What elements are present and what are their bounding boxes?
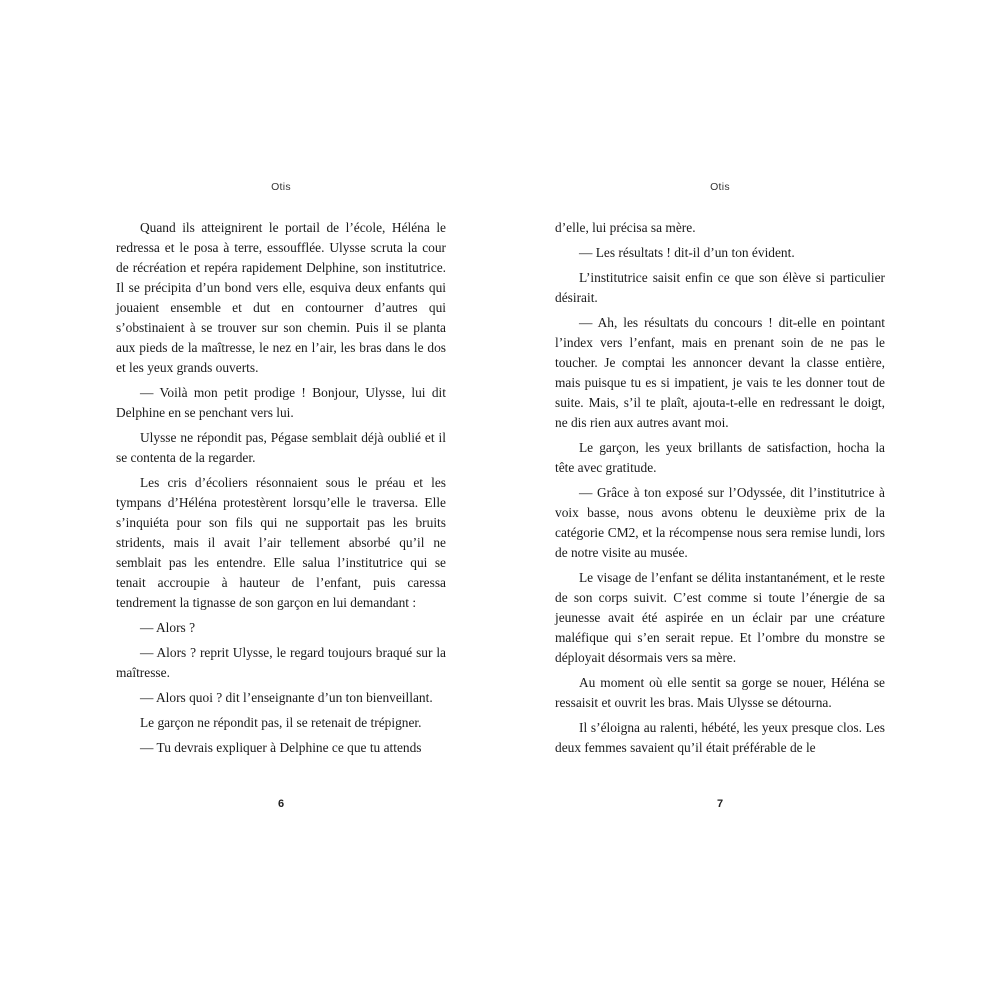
page-body bbox=[555, 218, 885, 763]
paragraph: Le visage de l’enfant se délita instantanément, et le reste de son corps suivit. C’est comme si toute l’énergie de sa jeunesse avait été aspirée en un éclair par une créature maléfique qui s’en serait repue. Et l’ombre du monstre se déployait désormais vers sa mère. bbox=[555, 570, 885, 665]
paragraph: — Voilà mon petit prodige ! Bonjour, Ulysse, lui dit Delphine en se penchant vers lui. bbox=[116, 385, 446, 420]
paragraph-continuation: d’elle, lui précisa sa mère. bbox=[555, 220, 696, 235]
paragraph: Quand ils atteignirent le portail de l’école, Héléna le redressa et le posa à terre, essoufflée. Ulysse scruta la cour de récréation et repéra rapidement Delphine, son institutrice. Il se précipita d’un bond vers elle, esquiva deux enfants qui jouaient ensemble et dut en contourner d’autres qui s’obstinaient à se trouver sur son chemin. Puis il se planta aux pieds de la maîtresse, le nez en l’air, les bras dans le dos et les yeux grands ouverts. bbox=[116, 220, 446, 375]
running-head: Otis bbox=[271, 181, 291, 193]
paragraph: — Les résultats ! dit-il d’un ton évident. bbox=[579, 245, 795, 260]
page-body bbox=[116, 218, 446, 763]
paragraph: Le garçon, les yeux brillants de satisfaction, hocha la tête avec gratitude. bbox=[555, 440, 885, 475]
paragraph: Le garçon ne répondit pas, il se retenait de trépigner. bbox=[140, 715, 422, 730]
paragraph: — Ah, les résultats du concours ! dit-elle en pointant l’index vers l’enfant, mais en prenant soin de ne pas le toucher. Je comptai les annoncer devant la classe entière, mais puisque tu es si impatient, je vais te les donner tout de suite. Mais, s’il te plaît, ajouta-t-elle en redressant le doigt, ne dis rien aux autres avant moi. bbox=[555, 315, 885, 430]
paragraph: Ulysse ne répondit pas, Pégase semblait déjà oublié et il se contenta de la regarder. bbox=[116, 430, 446, 465]
paragraph: — Alors ? bbox=[140, 620, 196, 635]
paragraph: — Grâce à ton exposé sur l’Odyssée, dit l’institutrice à voix basse, nous avons obtenu le deuxième prix de la catégorie CM2, et la récompense nous sera remise lundi, lors de notre visite au musée. bbox=[555, 485, 885, 560]
page-number: 7 bbox=[716, 798, 724, 810]
running-head: Otis bbox=[710, 181, 730, 193]
page-number: 6 bbox=[277, 798, 285, 810]
paragraph: L’institutrice saisit enfin ce que son élève si particulier désirait. bbox=[555, 270, 885, 305]
paragraph: Il s’éloigna au ralenti, hébété, les yeux presque clos. Les deux femmes savaient qu’il était préférable de le bbox=[555, 720, 885, 755]
paragraph: — Tu devrais expliquer à Delphine ce que tu attends bbox=[140, 740, 422, 755]
paragraph: Les cris d’écoliers résonnaient sous le préau et les tympans d’Héléna protestèrent lorsqu’elle le traversa. Elle s’inquiéta pour son fils qui ne supportait pas les bruits stridents, mais il avait l’air tellement absorbé qu’il ne semblait pas les entendre. Elle salua l’institutrice qui se tenait accroupie à hauteur de l’enfant, puis caressa tendrement la tignasse de son garçon en lui demandant : bbox=[116, 475, 446, 610]
paragraph: Au moment où elle sentit sa gorge se nouer, Héléna se ressaisit et ouvrit les bras. Mais Ulysse se détourna. bbox=[555, 675, 885, 710]
paragraph: — Alors quoi ? dit l’enseignante d’un ton bienveillant. bbox=[140, 690, 433, 705]
paragraph: — Alors ? reprit Ulysse, le regard toujours braqué sur la maîtresse. bbox=[116, 645, 446, 680]
